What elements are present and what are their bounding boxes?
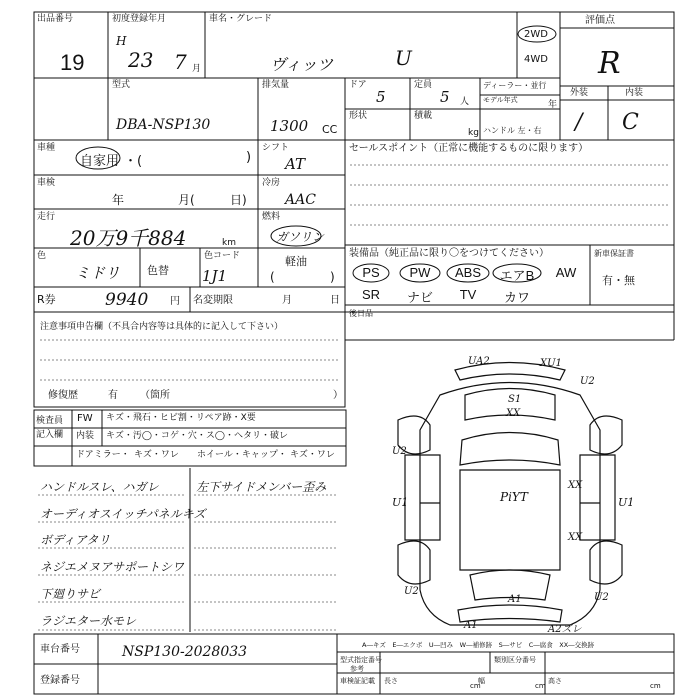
repair-location: （箇所 — [140, 390, 170, 401]
equip-sr: SR — [361, 287, 381, 302]
insp-wheel: ホイール・キャップ・ — [197, 450, 287, 460]
kg-unit: kg — [468, 128, 479, 138]
equip-pw: PW — [409, 265, 431, 280]
warranty-value: 有・無 — [602, 274, 635, 287]
grade: U — [395, 46, 412, 70]
insp-fw-head: FW — [77, 413, 93, 424]
usage-suffix: ・( — [124, 154, 143, 169]
reg-year: 23 — [128, 48, 154, 72]
insp-mirror-dmg: キズ・ワレ — [134, 450, 179, 460]
remark-3: ボディアタリ — [40, 533, 111, 547]
remark-4: ネジエメヌアサポートシワ — [40, 560, 185, 574]
reg-no-label: 登録番号 — [40, 675, 80, 686]
length-cm: cm — [470, 682, 481, 690]
inspection-year: 年 — [112, 193, 125, 207]
lot-no-label: 出品番号 — [37, 14, 74, 24]
remark-6: ラジエター水モレ — [40, 614, 137, 628]
ac-value: AAC — [285, 192, 316, 208]
recycle-label: R券 — [37, 293, 56, 306]
usage-value: 自家用 — [80, 154, 120, 169]
doors: 5 — [376, 88, 386, 106]
seats: 5 — [440, 88, 450, 106]
handle-label: ハンドル 左・右 — [483, 126, 542, 135]
model-year-label: モデル年式 — [483, 96, 518, 104]
usage-label: 車種 — [37, 143, 56, 153]
repair-value: 有 — [108, 390, 118, 401]
km-unit: km — [222, 238, 236, 248]
ac-label: 冷房 — [262, 178, 281, 188]
fuel-label: 燃料 — [262, 212, 281, 222]
dealer-label: ディーラー・並行 — [483, 81, 547, 90]
equip-tv: TV — [459, 287, 477, 302]
insp-int-row: キズ・汚◯・コゲ・穴・ス◯・ヘタリ・破レ — [106, 431, 288, 441]
color-code-label: 色コード — [204, 251, 241, 261]
title-limit-month: 月 — [282, 295, 292, 306]
mark-u1-l: U1 — [392, 496, 409, 509]
displacement-label: 排気量 — [262, 80, 290, 90]
inspector-label-2: 記入欄 — [36, 430, 64, 440]
equip-ps: PS — [362, 265, 380, 280]
year-unit: 年 — [548, 100, 558, 110]
mark-u2-l: U2 — [392, 446, 407, 457]
first-reg-label: 初度登録年月 — [112, 14, 167, 24]
yen-unit: 円 — [170, 296, 180, 307]
equip-abs: ABS — [454, 265, 481, 280]
lot-no: 19 — [60, 50, 85, 75]
recycle-value: 9940 — [105, 290, 149, 310]
mark-u2-br: U2 — [594, 592, 609, 603]
equip-aw: AW — [555, 265, 577, 280]
repair-close: ） — [333, 390, 343, 401]
month-suffix: 月 — [192, 64, 202, 74]
seat-unit: 人 — [460, 97, 470, 107]
height-cm: cm — [650, 682, 661, 690]
remark-right-1: 左下サイドメンバー歪み — [196, 480, 327, 494]
notes-label: 注意事項申告欄（不具合内容等は具体的に記入して下さい） — [40, 322, 284, 332]
remark-5: 下廻りサビ — [40, 587, 101, 601]
height-label: 高さ — [548, 677, 562, 685]
mark-xx-front: XX — [506, 408, 521, 419]
shift-label: シフト — [262, 143, 290, 153]
equip-navi: ナビ — [406, 290, 433, 305]
mileage: 20万9千884 — [70, 226, 187, 250]
color-value: ミドリ — [75, 264, 121, 282]
title-limit-day: 日 — [330, 295, 340, 306]
interior-score: C — [622, 110, 639, 135]
remark-1: ハンドルスレ、ハガレ — [40, 480, 159, 494]
color-label: 色 — [37, 251, 47, 261]
model: DBA-NSP130 — [116, 117, 211, 133]
inspection-day: 日) — [230, 193, 247, 207]
mark-a1-rear: A1 — [508, 594, 522, 605]
form-no-label: 型式指定番号 — [340, 656, 382, 664]
warranty-label: 新車保証書 — [594, 249, 634, 258]
later-items-label: 後日品 — [349, 309, 373, 318]
seats-label: 定員 — [414, 80, 433, 90]
mark-a1-bl: A1 — [464, 620, 478, 631]
equip-leather: カワ — [503, 290, 530, 305]
title-limit-label: 名変期限 — [193, 295, 233, 306]
mark-xx-r2: XX — [568, 532, 583, 543]
color-code: 1J1 — [202, 267, 228, 285]
load-label: 積載 — [414, 111, 433, 121]
width-label: 幅 — [478, 677, 485, 685]
category-label: 類別区分番号 — [494, 656, 536, 664]
era: H — [116, 34, 127, 48]
exterior-score: / — [575, 110, 583, 135]
form-ref: 参考 — [350, 665, 364, 673]
light-oil-label: 軽油 — [285, 255, 307, 268]
insp-mirror: ドアミラー・ — [76, 450, 130, 460]
score-label: 評価点 — [585, 15, 615, 26]
inspection-month: 月( — [178, 193, 195, 207]
mark-xx-r: XX — [568, 480, 583, 491]
doors-label: ドア — [349, 80, 367, 90]
car-name-label: 車名・グレード — [209, 14, 273, 24]
exterior-label: 外装 — [570, 88, 589, 98]
shape-label: 形状 — [349, 111, 368, 121]
shift-value: AT — [285, 155, 306, 173]
cc-unit: CC — [322, 123, 338, 136]
width-cm: cm — [535, 682, 546, 690]
paren-open: ( — [270, 270, 275, 284]
drive-4wd: 4WD — [524, 54, 548, 65]
insp-wheel-dmg: キズ・ワレ — [290, 450, 335, 460]
insp-int-head: 内装 — [76, 431, 95, 441]
ref-label-2: 車検証記載 — [340, 677, 375, 685]
inspection-label: 車検 — [37, 178, 56, 188]
mark-xu1: XU1 — [540, 358, 562, 369]
displacement: 1300 — [270, 117, 309, 135]
mark-a2-br: A2ズレ — [548, 624, 582, 635]
mark-u2-tr: U2 — [580, 376, 595, 387]
mark-u2-bl: U2 — [404, 586, 419, 597]
usage-close: ) — [246, 150, 252, 165]
car-name: ヴィッツ — [270, 55, 334, 74]
reg-month: 7 — [174, 50, 187, 74]
equipment-label: 装備品（純正品に限り〇をつけてください） — [349, 248, 549, 259]
mark-ua2: UA2 — [468, 356, 490, 367]
fuel-value: ガソリン — [276, 230, 325, 244]
equip-airbag: エアB — [499, 268, 535, 283]
repair-label: 修復歴 — [48, 390, 78, 401]
interior-label: 内装 — [625, 88, 644, 98]
inspector-label-1: 検査員 — [36, 416, 64, 426]
insp-fw-row: キズ・飛石・ヒビ割・リペア跡・X要 — [106, 413, 256, 423]
remark-2: オーディオスイッチパネルキズ — [40, 507, 206, 521]
drive-2wd: 2WD — [524, 29, 548, 40]
sales-point-label: セールスポイント（正常に機能するものに限ります） — [349, 143, 589, 154]
mark-s1: S1 — [508, 394, 522, 405]
color-change-label: 色替 — [147, 264, 169, 277]
mark-piyt: PiYT — [500, 490, 528, 504]
mark-u1-r: U1 — [618, 496, 635, 509]
paren-close: ) — [330, 270, 335, 284]
chassis-value: NSP130-2028033 — [122, 644, 248, 660]
model-label: 型式 — [112, 80, 131, 90]
mileage-label: 走行 — [37, 212, 56, 222]
chassis-label: 車台番号 — [40, 644, 80, 655]
damage-legend: A―キズ E―エクボ U―凹み W―補修跡 S―サビ C―腐食 XX―交換跡 — [362, 641, 595, 649]
score: R — [598, 46, 621, 81]
length-label: 長さ — [384, 677, 398, 685]
